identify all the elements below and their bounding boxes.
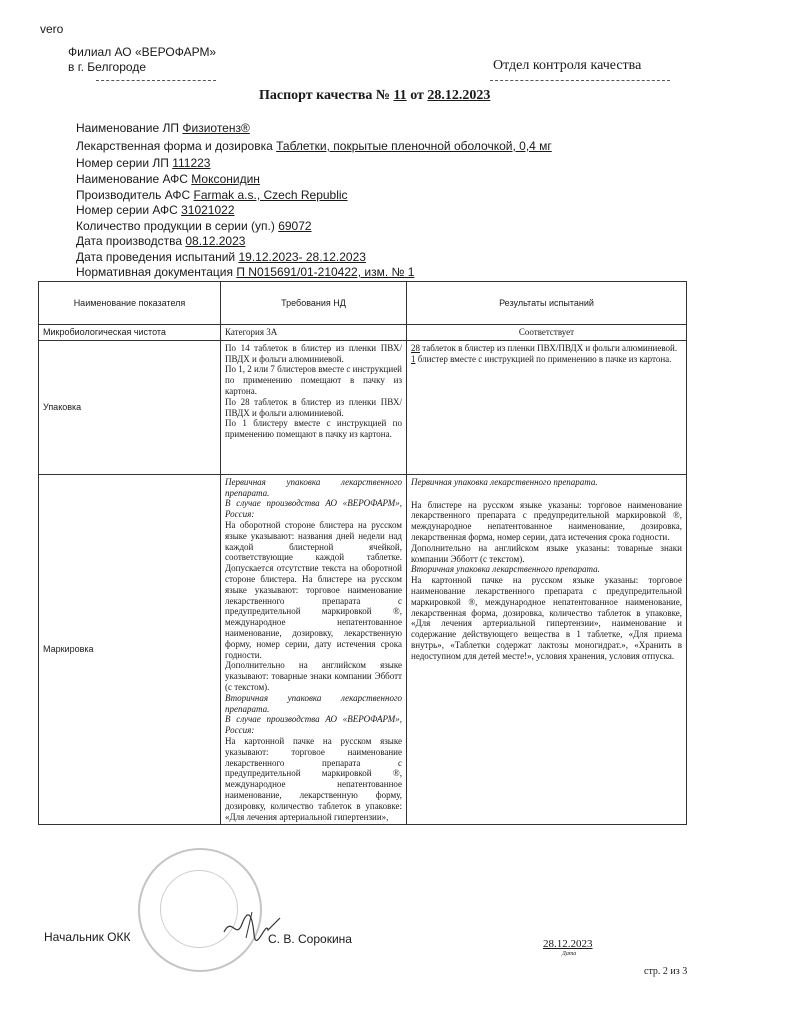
field-label: Дата производства	[76, 234, 183, 248]
vero-mark: vero	[40, 22, 64, 36]
column-header: Наименование показателя	[39, 282, 221, 325]
title-prefix: Паспорт качества №	[259, 88, 390, 103]
result-text-line: блистер вместе с инструкцией по применению в пачке из картона.	[415, 353, 672, 364]
title-date: 28.12.2023	[427, 88, 491, 103]
result-text: Дополнительно на английском языке указаны: товарные знаки компании Эбботт (с текстом).	[411, 542, 682, 564]
field-value: 08.12.2023	[185, 234, 246, 248]
field-row	[76, 250, 366, 264]
signature-date-caption: Дата	[562, 951, 577, 957]
org-name: Филиал АО «ВЕРОФАРМ»	[68, 45, 217, 59]
result-number: 28	[411, 342, 420, 353]
field-value: Farmak a.s., Czech Republic	[193, 188, 348, 202]
signature-date: 28.12.2023	[543, 938, 593, 950]
row-name: Маркировка	[39, 474, 221, 825]
field-value: Физиотенз®	[182, 121, 250, 135]
page-number: стр. 2 из 3	[644, 966, 688, 977]
field-value: 111223	[172, 156, 211, 170]
result-cell	[407, 474, 687, 825]
field-label: Производитель АФС	[76, 188, 191, 202]
field-value: Моксонидин	[191, 172, 260, 186]
field-label: Номер серии АФС	[76, 203, 178, 217]
result-text	[411, 354, 682, 365]
requirement-case: В случае производства АО «ВЕРОФАРМ», Россия:	[225, 714, 402, 736]
result-cell: Соответствует	[407, 325, 687, 341]
requirement-text: По 1, 2 или 7 блистеров вместе с инструкцией по применению помещают в пачку из картона.	[225, 364, 403, 396]
divider	[490, 80, 670, 81]
field-row	[76, 188, 348, 202]
requirement-text: На оборотной стороне блистера на русском языке указывают: названия дней недели над каждой блистерной ячейкой, соответствующие каждой таблетке. Допускается отсутствие текста на оборотной стороне блистера. На блистере на русском языке указывают: торговое наименование лекарственного препарата с предупредительной маркировкой ®, международное непатентованное наименование, дозировку, лекарственную форму, номер серии, дату истечения срока годности.	[225, 519, 402, 660]
table-row	[39, 474, 687, 825]
requirement-subtitle: Первичная упаковка лекарственного препарата.	[225, 476, 402, 498]
field-row	[76, 265, 414, 279]
field-label: Дата проведения испытаний	[76, 250, 236, 264]
row-name: Микробиологическая чистота	[39, 325, 221, 341]
field-label: Лекарственная форма и дозировка	[76, 139, 273, 153]
result-text-line: таблеток в блистер из пленки ПВХ/ПВДХ и фольги алюминиевой.	[420, 342, 678, 353]
field-row	[76, 219, 312, 233]
table-row	[39, 340, 687, 474]
requirement-cell	[221, 474, 407, 825]
field-row	[76, 156, 210, 170]
requirement-text: На картонной пачке на русском языке указывают: торговое наименование лекарственного препарата с предупредительной маркировкой ®, международное непатентованное наименование, лекарственную форму, дозировку, количество таблеток в упаковке: «Для лечения артериальной гипертензии»,	[225, 735, 402, 822]
field-value: 69072	[278, 219, 312, 233]
field-row	[76, 121, 250, 135]
field-label: Нормативная документация	[76, 265, 233, 279]
result-subtitle: Вторичная упаковка лекарственного препарата.	[411, 564, 600, 575]
divider	[96, 80, 216, 81]
signatory-title: Начальник ОКК	[44, 930, 131, 944]
field-value: П N015691/01-210422, изм. № 1	[236, 265, 415, 279]
requirement-subtitle: Вторичная упаковка лекарственного препарата.	[225, 692, 402, 714]
org-city: в г. Белгороде	[68, 60, 146, 74]
requirement-case: В случае производства АО «ВЕРОФАРМ», Россия:	[225, 498, 402, 520]
requirement-text: Дополнительно на английском языке указывают: товарные знаки компании Эбботт (с текстом).	[225, 660, 402, 692]
title-number: 11	[393, 88, 407, 103]
field-value: 19.12.2023- 28.12.2023	[238, 250, 366, 264]
title-mid: от	[410, 88, 424, 103]
field-label: Количество продукции в серии (уп.)	[76, 219, 275, 233]
column-header: Результаты испытаний	[407, 282, 687, 325]
field-row	[76, 172, 260, 186]
result-text	[411, 343, 682, 354]
field-value: 31021022	[181, 203, 235, 217]
requirement-text: По 1 блистеру вместе с инструкцией по применению помещают в пачку из картона.	[225, 418, 402, 440]
department: Отдел контроля качества	[493, 58, 642, 73]
field-row	[76, 203, 235, 217]
result-cell	[407, 340, 687, 474]
document-title	[259, 88, 490, 104]
signatory-name: С. В. Сорокина	[268, 932, 352, 946]
table-row	[39, 325, 687, 341]
quality-table	[38, 281, 687, 825]
field-row	[76, 234, 245, 248]
requirement-cell: Категория 3А	[221, 325, 407, 341]
result-text: На картонной пачке на русском языке указаны: торговое наименование лекарственного препарата с предупредительной маркировкой ®, международное непатентованное наименование, лекарственная форма, дозировка, количество таблеток в упаковке, «Для лечения артериальной гипертензии», наименование и содержание действующего вещества в 1 таблетке, «Для приема внутрь», «Таблетки содержат лактозы моногидрат.», «Хранить в недоступном для детей месте!», условия хранения, условия отпуска.	[411, 575, 682, 661]
row-name: Упаковка	[39, 340, 221, 474]
field-label: Наименование ЛП	[76, 121, 180, 135]
result-number: 1	[411, 353, 416, 364]
requirement-text: По 28 таблеток в блистер из пленки ПВХ/ПВДХ и фольги алюминиевой.	[225, 396, 402, 418]
requirement-text: По 14 таблеток в блистер из пленки ПВХ/ПВДХ и фольги алюминиевой.	[225, 342, 402, 364]
field-row	[76, 139, 552, 153]
column-header: Требования НД	[221, 282, 407, 325]
table-header-row	[39, 282, 687, 325]
field-label: Номер серии ЛП	[76, 156, 169, 170]
field-value: Таблетки, покрытые пленочной оболочкой, 0,4 мг	[276, 139, 552, 153]
result-text: На блистере на русском языке указаны: торговое наименование лекарственного препарата с предупредительной маркировкой ®, международное непатентованное наименование, дозировка, лекарственная форма, номер серии, дата истечения срока годности.	[411, 499, 682, 542]
result-subtitle: Первичная упаковка лекарственного препарата.	[411, 476, 598, 487]
field-label: Наименование АФС	[76, 172, 188, 186]
requirement-cell	[221, 340, 407, 474]
